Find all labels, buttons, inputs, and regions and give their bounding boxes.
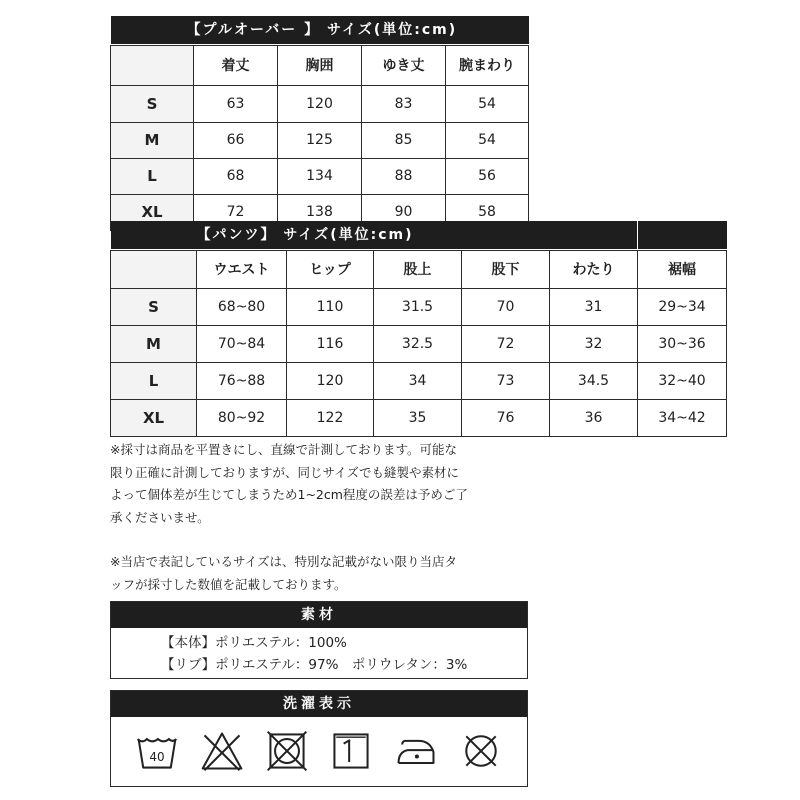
table-cell: 58 [446,194,529,230]
material-body [111,628,527,676]
material-line: 【リブ】ポリエステル：97% ポリウレタン：3% [161,657,468,673]
pullover-header-row [111,45,529,85]
table-cell: 31.5 [374,288,462,325]
table-row [111,362,727,399]
table-row [111,158,529,194]
no-bleach-icon [199,728,245,778]
table-cell: 68 [194,158,278,194]
material-title: 素材 [111,602,527,628]
table-cell: 72 [462,325,550,362]
column-header: 股下 [462,250,550,288]
table-cell: 83 [362,85,446,122]
no-tumble-dry-icon [264,728,310,778]
size-label: L [111,362,197,399]
column-header: わたり [550,250,638,288]
pants-title-fill [550,221,637,249]
table-cell: 56 [446,158,529,194]
size-label: S [111,288,197,325]
table-cell: 30~36 [638,325,727,362]
wash-tub-40-icon [134,728,180,778]
pants-header-row [111,250,727,288]
pants-title: 【パンツ】 サイズ(単位:cm) [111,221,550,249]
header-corner [111,250,197,288]
material-line: 【本体】ポリエステル：100% [161,635,347,651]
table-cell: 34.5 [550,362,638,399]
table-cell: 76~88 [197,362,287,399]
table-cell: 36 [550,399,638,436]
note-line: よって個体差が生じてしまうため1~2cm程度の誤差は予めご了 [110,487,468,502]
note-line: ※当店で表記しているサイズは、特別な記載がない限り当店タ [110,554,457,569]
table-cell: 134 [278,158,362,194]
column-header: ヒップ [287,250,374,288]
table-cell: 90 [362,194,446,230]
size-label: L [111,158,194,194]
table-cell: 122 [287,399,374,436]
table-cell: 73 [462,362,550,399]
table-cell: 54 [446,85,529,122]
table-cell: 32.5 [374,325,462,362]
pullover-title: 【プルオーバー 】 サイズ(単位:cm) [111,16,529,44]
table-cell: 138 [278,194,362,230]
size-label: XL [111,399,197,436]
header-corner [111,45,194,85]
pants-size-table [110,220,727,437]
table-cell: 72 [194,194,278,230]
size-label: S [111,85,194,122]
column-header: ウエスト [197,250,287,288]
note-line: ※採寸は商品を平置きにし、直線で計測しております。可能な [110,442,457,457]
column-header: ゆき丈 [362,45,446,85]
table-cell: 32 [550,325,638,362]
table-cell: 54 [446,122,529,158]
table-cell: 88 [362,158,446,194]
table-row [111,399,727,436]
table-cell: 35 [374,399,462,436]
table-cell: 120 [278,85,362,122]
table-cell: 70~84 [197,325,287,362]
table-row [111,288,727,325]
size-label: M [111,122,194,158]
column-header: 腕まわり [446,45,529,85]
table-cell: 80~92 [197,399,287,436]
table-cell: 29~34 [638,288,727,325]
note-line: ッフが採寸した数値を記載しております。 [110,576,347,592]
table-cell: 110 [287,288,374,325]
size-label: XL [111,194,194,230]
pants-title-fill [638,221,727,249]
table-row [111,325,727,362]
note-line: 限り正確に計測しておりますが、同じサイズでも縫製や素材に [110,464,460,480]
no-dry-clean-icon [458,728,504,778]
material-box [110,601,528,679]
table-cell: 76 [462,399,550,436]
table-cell: 32~40 [638,362,727,399]
size-label: M [111,325,197,362]
table-cell: 34~42 [638,399,727,436]
iron-low-icon [393,728,439,778]
table-cell: 34 [374,362,462,399]
table-cell: 85 [362,122,446,158]
table-cell: 66 [194,122,278,158]
table-cell: 70 [462,288,550,325]
table-cell: 125 [278,122,362,158]
care-title: 洗濯表示 [111,691,527,717]
table-cell: 31 [550,288,638,325]
note-line: 承くださいませ。 [110,509,210,525]
pants-title-row [111,220,727,250]
table-row [111,122,529,158]
column-header: 胸囲 [278,45,362,85]
column-header: 股上 [374,250,462,288]
column-header: 裾幅 [638,250,727,288]
line-dry-icon [328,728,374,778]
table-cell: 63 [194,85,278,122]
wash-temp-text: 40 [149,750,165,765]
care-box [110,690,528,787]
pullover-size-table [110,15,529,231]
table-cell: 116 [287,325,374,362]
size-note [110,551,540,596]
table-cell: 68~80 [197,288,287,325]
table-cell: 120 [287,362,374,399]
care-icons [111,717,527,783]
table-row [111,85,529,122]
measurement-note [110,439,540,529]
column-header: 着丈 [194,45,278,85]
pullover-title-row [111,15,529,45]
